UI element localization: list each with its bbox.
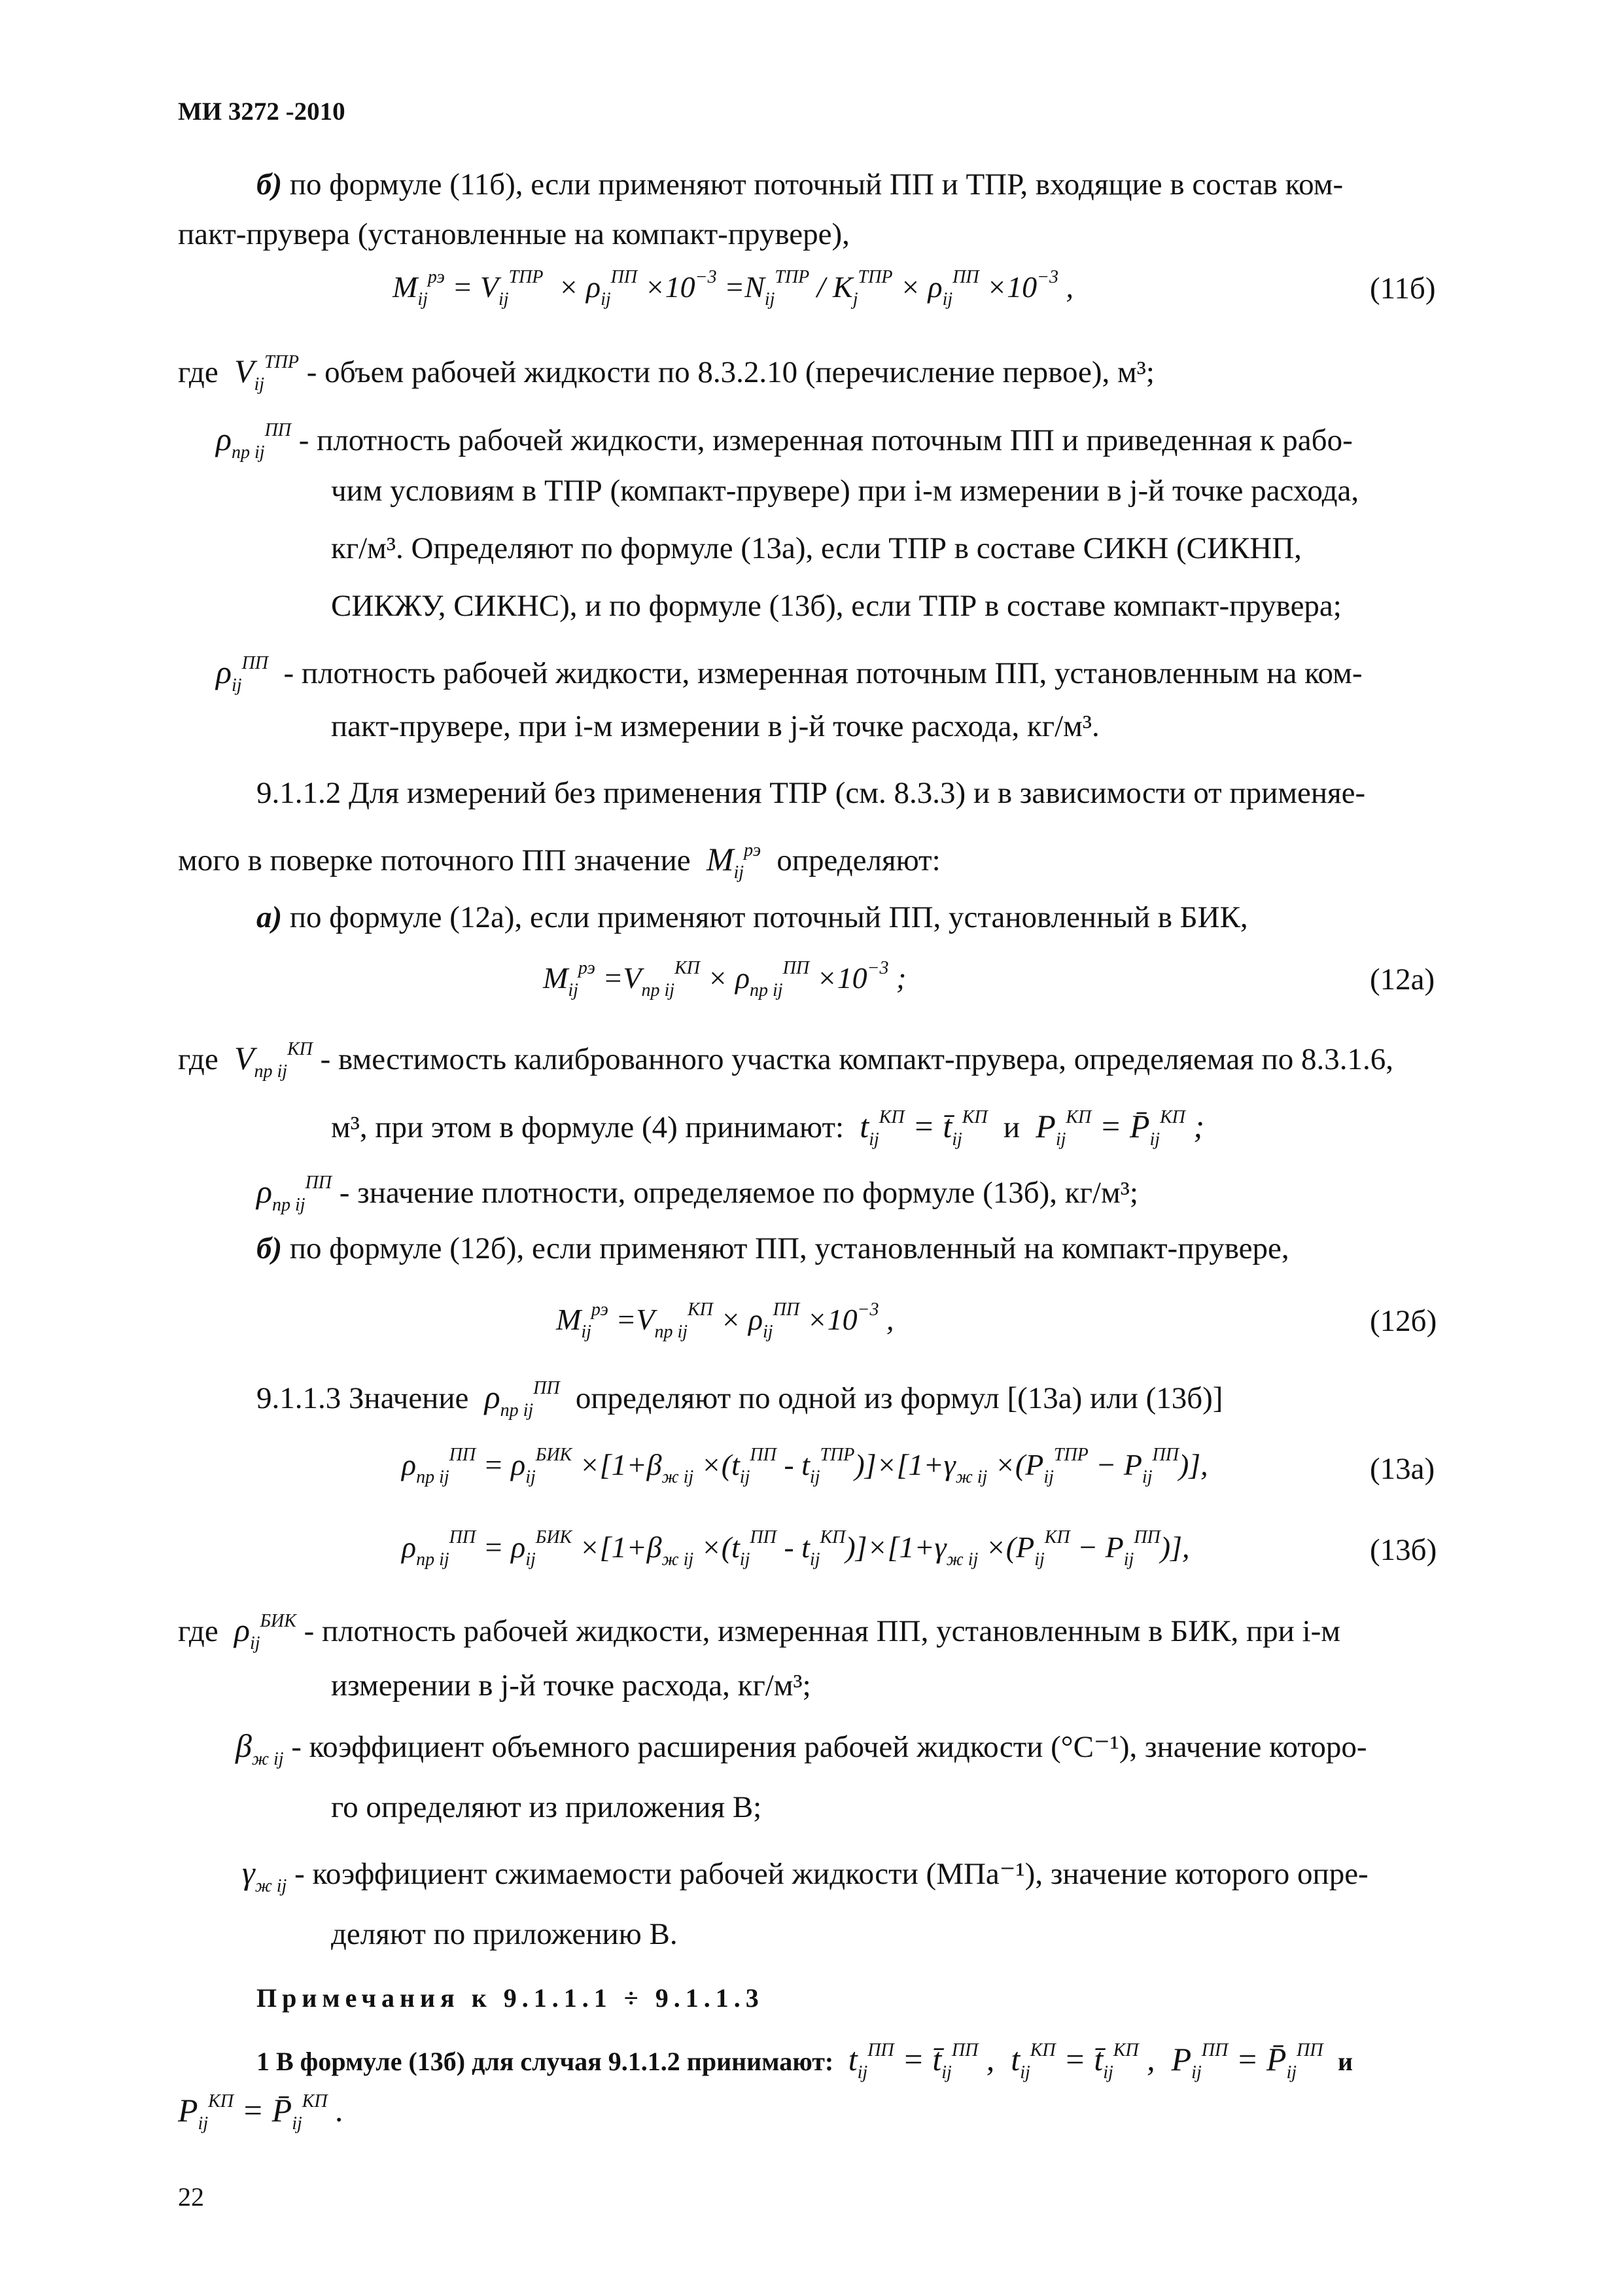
where-v-kp-line2: м³, при этом в формуле (4) принимают: $t_{ij}^{КП}$ = $t̄_{ij}^{КП}$ и $P_{ij}^{КП}$ = $P̄_{ij}^{КП}$ ; xyxy=(331,1107,1205,1150)
paragraph-11b-line1 xyxy=(256,166,1343,203)
beta-def-line2: го определяют из приложения В; xyxy=(331,1790,762,1824)
rho-value-def: $\rho_{пр ij}^{ПП}$ - значение плотности, определяемое по формуле (13б), кг/м³; xyxy=(256,1173,1138,1215)
paragraph-a xyxy=(256,899,1248,936)
paragraph-b-12b xyxy=(256,1230,1289,1267)
item-label-b: б) xyxy=(256,168,283,202)
definition-text: - значение плотности, определяемое по формуле (13б), кг/м³; xyxy=(339,1176,1138,1210)
formula-13b: $\rho_{пр ij}^{ПП} = \rho_{ij}^{БИК} \times[1+\beta_{ж ij} \times(t_{ij}^{ПП} - t_{ij}^{КП})]\times[1+\gamma_{ж ij} \times(P_{ij}^{КП} - P_{ij}^{ПП})]$, xyxy=(402,1527,1190,1570)
rho-pr-def-line4: СИКЖУ, СИКНС), и по формуле (13б), если ТПР в составе компакт-прувера; xyxy=(331,589,1342,623)
formula-12a: $M_{ij}^{рэ} =V_{пр ij}^{КП} \times \rho_{пр ij}^{ПП} \times 10^{-3}$ ; xyxy=(543,958,907,1000)
paragraph-11b-line2: пакт-прувера (установленные на компакт-прувере), xyxy=(178,217,850,251)
formula-number-11b: (11б) xyxy=(1370,272,1436,306)
definition-text: - плотность рабочей жидкости, измеренная поточным ПП, установленным на ком- xyxy=(283,656,1363,690)
where-v-kp-line1: где $V_{пр ij}^{КП}$ - вместимость калиброванного участка компакт-прувера, определяемая по 8.3.1.6, xyxy=(178,1039,1393,1082)
paragraph-9-1-1-3: 9.1.1.3 Значение $\rho_{пр ij}^{ПП}$ определяют по одной из формул [(13а) или (13б)] xyxy=(256,1378,1223,1421)
note-1-line1: 1 В формуле (13б) для случая 9.1.1.2 принимают: $t_{ij}^{ПП}$ = $t̄_{ij}^{ПП}$ , $t_{ij}^{КП}$ = $t̄_{ij}^{КП}$ , $P_{ij}^{ПП}$ = $P̄_{ij}^{ПП}$ и xyxy=(256,2040,1353,2083)
definition-text: - объем рабочей жидкости по 8.3.2.10 (перечисление первое), м³; xyxy=(306,355,1155,389)
text: по формуле (12б), если применяют ПП, установленный на компакт-прувере, xyxy=(289,1231,1289,1265)
gamma-def-line1: $\gamma_{ж ij}$ - коэффициент сжимаемости рабочей жидкости (МПа⁻¹), значение которого опре- xyxy=(242,1854,1369,1896)
page-number: 22 xyxy=(178,2182,204,2212)
item-label-a: а) xyxy=(256,900,283,934)
text: определяют: xyxy=(777,843,941,877)
text: и xyxy=(1003,1110,1021,1144)
gamma-def-line2: деляют по приложению В. xyxy=(331,1917,678,1951)
rho-pr-def-line3: кг/м³. Определяют по формуле (13а), если ТПР в составе СИКН (СИКНП, xyxy=(331,531,1302,565)
where-rho-bik-line2: измерении в j-й точке расхода, кг/м³; xyxy=(331,1669,811,1703)
text: 9.1.1.3 Значение xyxy=(256,1381,469,1415)
beta-def-line1: $\beta_{ж ij}$ - коэффициент объемного расширения рабочей жидкости (°С⁻¹), значение которо- xyxy=(236,1727,1367,1769)
formula-12b: $M_{ij}^{рэ} =V_{пр ij}^{КП} \times \rho_{ij}^{ПП} \times 10^{-3}$ , xyxy=(556,1299,894,1342)
note-1-line2: $P_{ij}^{КП}$ = $P̄_{ij}^{КП}$ . xyxy=(178,2091,344,2134)
text: по формуле (12а), если применяют поточный ПП, установленный в БИК, xyxy=(289,900,1248,934)
rho-pr-def-line1: $\rho_{пр ij}^{ПП}$ - плотность рабочей жидкости, измеренная поточным ПП и приведенная к рабо- xyxy=(216,420,1353,463)
where-label: где xyxy=(178,1042,218,1076)
definition-text: - коэффициент сжимаемости рабочей жидкости (МПа⁻¹), значение которого опре- xyxy=(294,1857,1369,1891)
formula-number-13a: (13а) xyxy=(1370,1452,1435,1486)
definition-text: - коэффициент объемного расширения рабочей жидкости (°С⁻¹), значение которо- xyxy=(291,1730,1367,1764)
formula-number-13b: (13б) xyxy=(1370,1533,1437,1567)
formula-11b: $M_{ij}^{рэ} = V_{ij}^{ТПР} \times \rho_{ij}^{ПП} \times 10^{-3} =N_{ij}^{ТПР} / K_j^{ТПР} \times \rho_{ij}^{ПП} \times 10^{-3}$ , xyxy=(393,267,1074,309)
where-rho-bik-line1: где $\rho_{ij}^{БИК}$ - плотность рабочей жидкости, измеренная ПП, установленным в БИК, при i-м xyxy=(178,1611,1341,1653)
text: м³, при этом в формуле (4) принимают: xyxy=(331,1110,845,1144)
where-label: где xyxy=(178,1614,218,1648)
text: по формуле (11б), если применяют поточный ПП и ТПР, входящие в состав ком- xyxy=(289,168,1344,202)
formula-number-12a: (12а) xyxy=(1370,963,1435,997)
definition-text: - плотность рабочей жидкости, измеренная поточным ПП и приведенная к рабо- xyxy=(298,423,1353,457)
text: и xyxy=(1338,2047,1353,2076)
formula-13a: $\rho_{пр ij}^{ПП} = \rho_{ij}^{БИК} \times[1+\beta_{ж ij} \times(t_{ij}^{ПП} - t_{ij}^{ТПР})]\times[1+\gamma_{ж ij} \times(P_{ij}^{ТПР} - P_{ij}^{ПП})]$, xyxy=(402,1445,1208,1487)
text: определяют по одной из формул [(13а) или (13б)] xyxy=(575,1381,1223,1415)
rho-pr-def-line2: чим условиям в ТПР (компакт-прувере) при i-м измерении в j-й точке расхода, xyxy=(331,474,1359,508)
doc-code-header: МИ 3272 -2010 xyxy=(178,97,345,126)
paragraph-9-1-1-2-line1: 9.1.1.2 Для измерений без применения ТПР (см. 8.3.3) и в зависимости от применяе- xyxy=(256,776,1366,810)
notes-title: Примечания к 9.1.1.1 ÷ 9.1.1.3 xyxy=(256,1983,764,2013)
text: мого в поверке поточного ПП значение xyxy=(178,843,691,877)
text: 1 В формуле (13б) для случая 9.1.1.2 принимают: xyxy=(256,2047,834,2076)
formula-number-12b: (12б) xyxy=(1370,1304,1437,1338)
where-label: где xyxy=(178,355,218,389)
definition-text: - вместимость калиброванного участка компакт-прувера, определяемая по 8.3.1.6, xyxy=(320,1042,1393,1076)
item-label-b: б) xyxy=(256,1231,283,1265)
where-v-tpr: где $V_{ij}^{ТПР}$ - объем рабочей жидкости по 8.3.2.10 (перечисление первое), м³; xyxy=(178,352,1155,395)
definition-text: - плотность рабочей жидкости, измеренная ПП, установленным в БИК, при i-м xyxy=(304,1614,1341,1648)
rho-def-line2: пакт-прувере, при i-м измерении в j-й точке расхода, кг/м³. xyxy=(331,709,1100,743)
paragraph-9-1-1-2-line2: мого в поверке поточного ПП значение $M_{ij}^{рэ}$ определяют: xyxy=(178,840,941,883)
rho-def-line1: $\rho_{ij}^{ПП}$ - плотность рабочей жидкости, измеренная поточным ПП, установленным на ком- xyxy=(216,653,1363,696)
